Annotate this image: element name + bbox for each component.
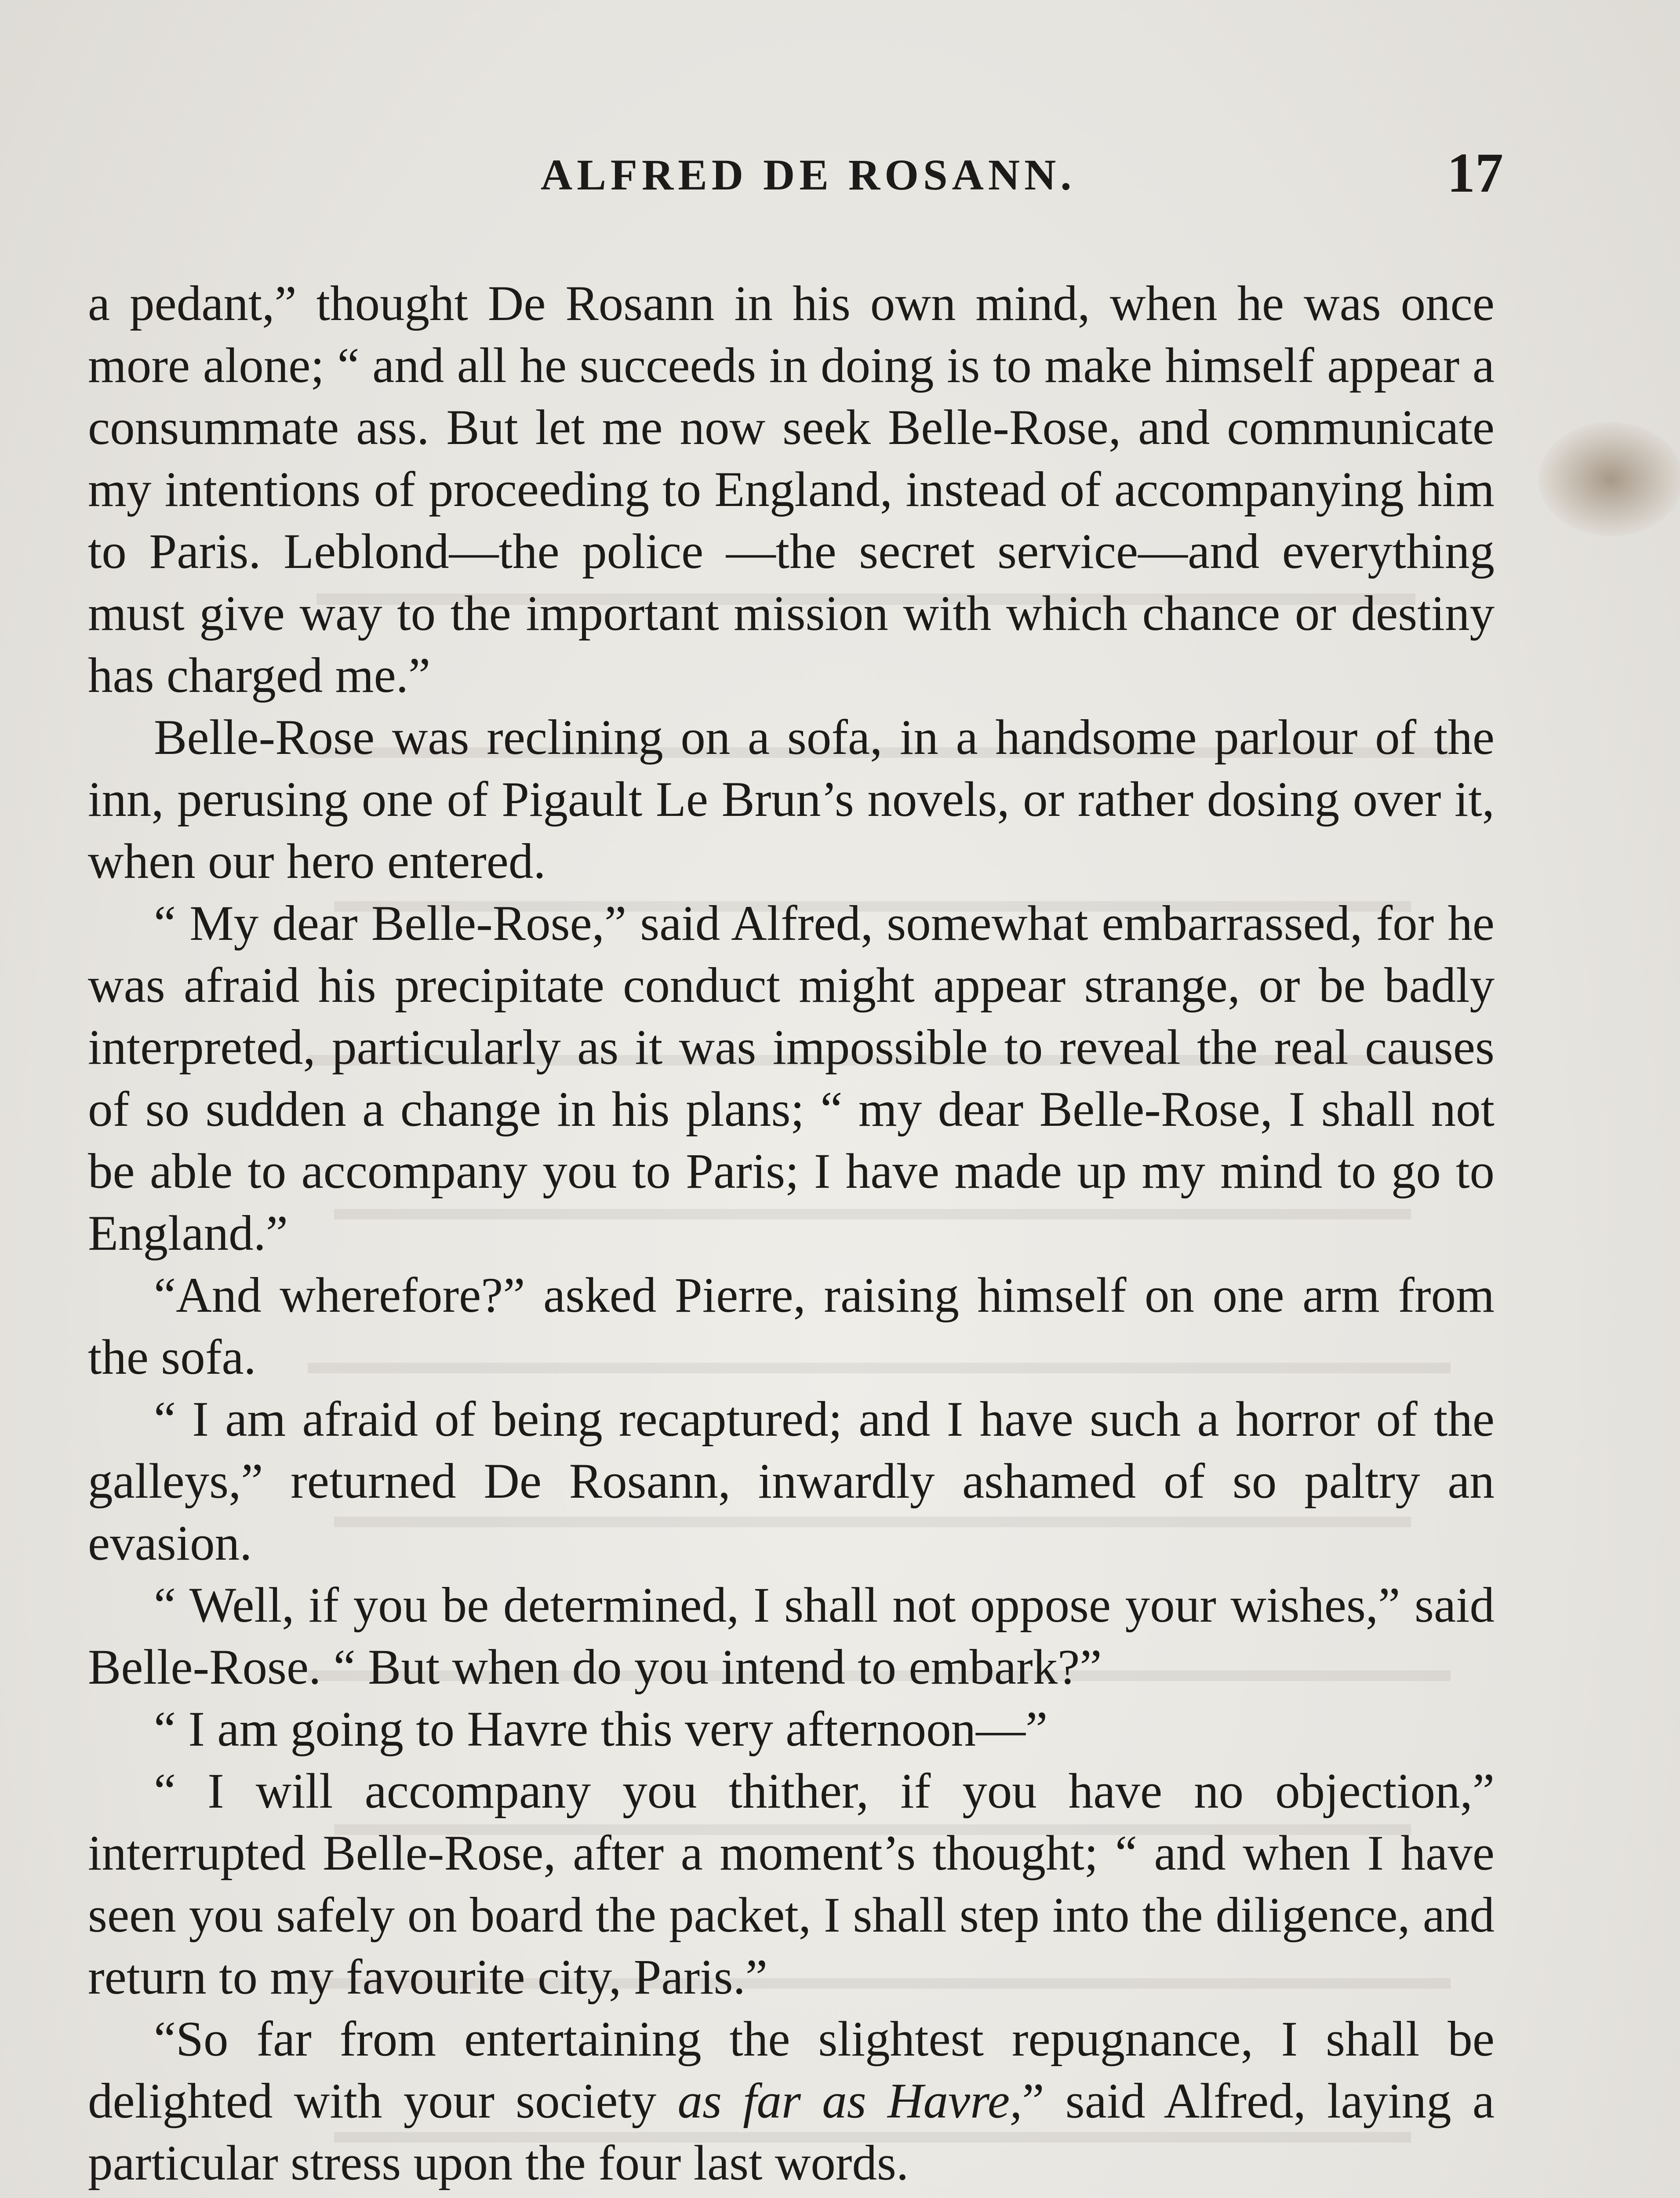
- page-number: 17: [1447, 142, 1503, 204]
- paragraph: [88, 706, 1495, 892]
- text-segment: a pedant,” thought De Rosann in his own mind, when he was once more alone; “ and all he succeeds in doing is to make himself appear a consummate ass. But let me now seek Belle-Rose, and communicate my intentions of proceeding to England, instead of accompanying him to Paris. Leblond—the police —the secret service—and everything must give way to the important mission with which chance or destiny has charged me.”: [88, 276, 1495, 703]
- paragraph: [88, 2194, 1495, 2198]
- paragraph: [88, 273, 1495, 706]
- paragraph: [88, 1698, 1495, 1760]
- paragraph: [88, 1264, 1495, 1388]
- text-segment: “ I am afraid of being recaptured; and I have such a horror of the galleys,” returned De Rosann, inwardly ashamed of so paltry an evasion.: [88, 1392, 1495, 1571]
- italic-text-segment: as far as Havre,: [677, 2074, 1022, 2129]
- text-segment: ” said Alfred, laying a particular stress upon the four last words.: [88, 2074, 1495, 2191]
- text-segment: “ I will accompany you thither, if you have no objection,” interrupted Belle-Rose, after a moment’s thought; “ and when I have seen you safely on board the packet, I shall step into the diligence, and return to my favourite city, Paris.”: [88, 1764, 1495, 2005]
- text-segment: “ My dear Belle-Rose,” said Alfred, somewhat embarrassed, for he was afraid his precipitate conduct might appear strange, or be badly interpreted, particularly as it was impossible to reveal the real causes of so sudden a change in his plans; “ my dear Belle-Rose, I shall not be able to accompany you to Paris; I have made up my mind to go to England.”: [88, 896, 1495, 1261]
- text-segment: Belle-Rose was reclining on a sofa, in a handsome parlour of the inn, perusing one of Pigault Le Brun’s novels, or rather dosing over it, when our hero entered.: [88, 710, 1495, 889]
- paragraph: [88, 1760, 1495, 2008]
- paragraph: [88, 2008, 1495, 2194]
- running-title: ALFRED DE ROSANN.: [541, 150, 1076, 199]
- text-segment: “And wherefore?” asked Pierre, raising himself on one arm from the sofa.: [88, 1268, 1495, 1385]
- text-segment: “So far from entertaining the slightest repugnance, I shall be delighted with your society: [88, 2012, 1495, 2129]
- text-segment: “ I am going to Havre this very afternoon—”: [154, 1702, 1048, 1757]
- body-text: [88, 273, 1495, 2198]
- text-segment: “ Well, if you be determined, I shall not oppose your wishes,” said Belle-Rose. “ But when do you intend to embark?”: [88, 1578, 1495, 1695]
- paragraph: [88, 1574, 1495, 1698]
- paragraph: [88, 892, 1495, 1264]
- running-header: [88, 132, 1503, 202]
- paragraph: [88, 1388, 1495, 1574]
- paper-stain: [1538, 422, 1680, 536]
